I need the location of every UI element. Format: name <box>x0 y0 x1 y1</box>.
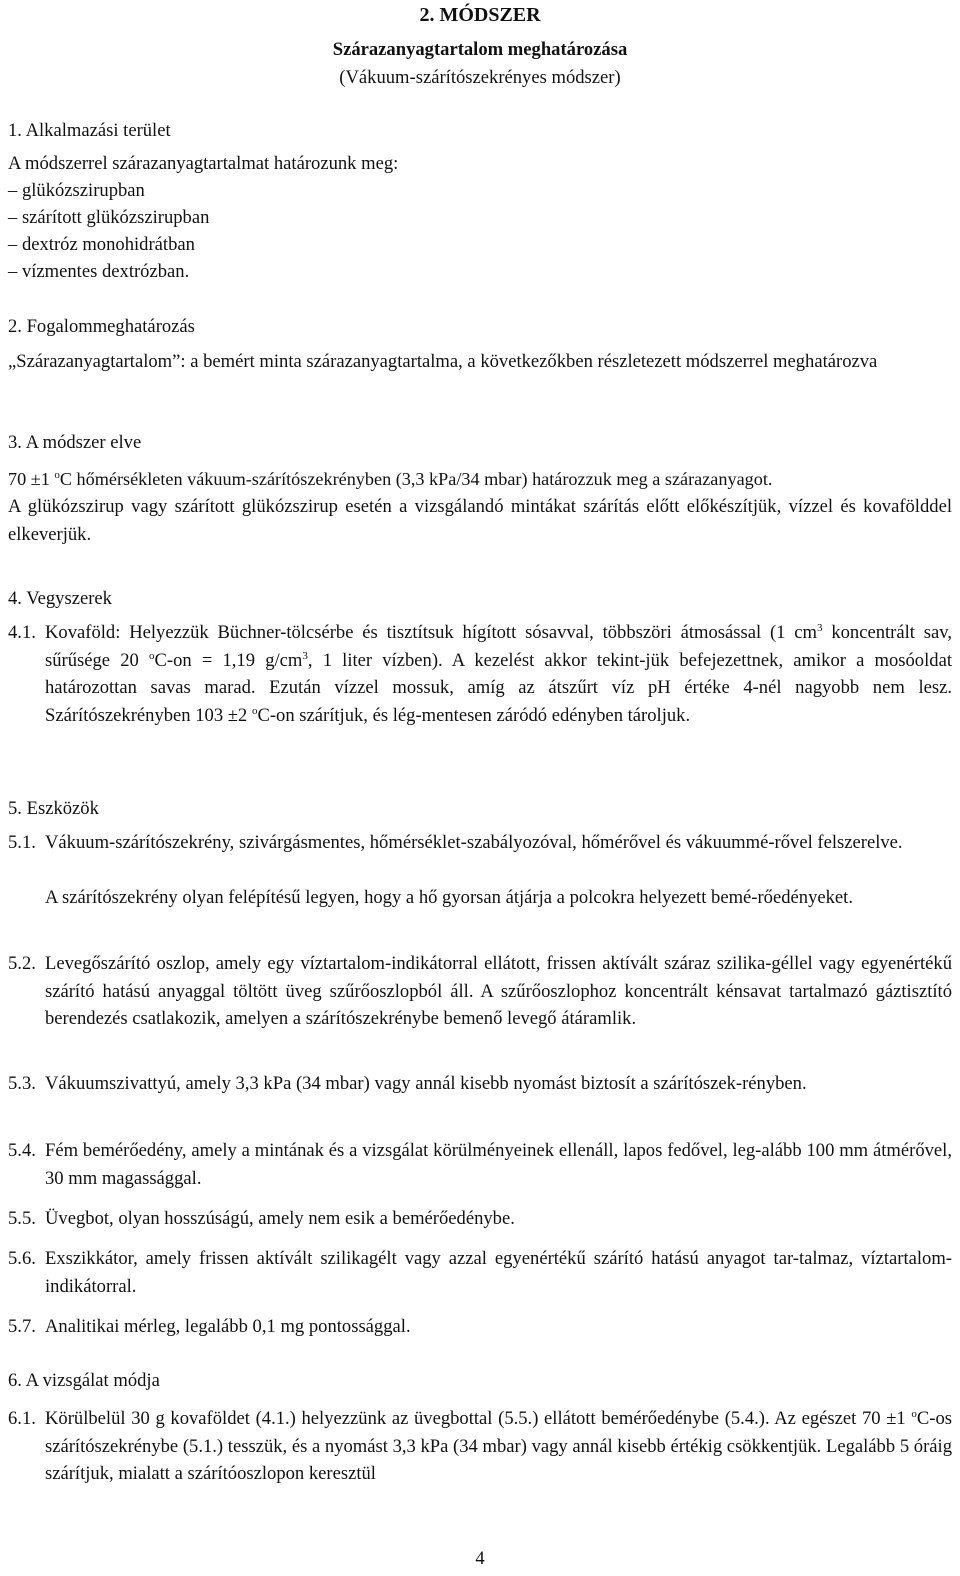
item-text: Fém bemérőedény, amely a mintának és a vizsgálat körülményeinek ellenáll, lapos fedővel, leg-alább 100 mm átmérővel, 30 mm magassággal. <box>45 1140 952 1189</box>
section-1-heading: 1. Alkalmazási terület <box>8 120 171 141</box>
section-3-heading: 3. A módszer elve <box>8 432 142 453</box>
item-text: Üvegbot, olyan hosszúságú, amely nem esik a bemérőedénybe. <box>45 1208 515 1229</box>
document-title: 2. MÓDSZER <box>419 4 541 26</box>
section-1-intro: A módszerrel szárazanyagtartalmat határozunk meg: <box>8 153 399 174</box>
list-item: – glükózszirupban <box>8 180 145 201</box>
item-text: Kovaföld: Helyezzük Büchner-tölcsérbe és tisztítsuk hígított sósavval, többszöri átmosással (1 $cm^3$ koncentrált sav, sűrűsége 20 $^o$C-on = 1,19 $g/cm^3$, 1 liter vízben). A kezelést akkor tekint-jük befejezettnek, amikor a mosóoldat határozottan savas marad. Ezután vízzel mossuk, amíg az átszűrt víz pH értéke 4-nél nagyobb nem lesz. Szárítószekrényben 103 ±2 $^o$C-on szárítjuk, és lég-mentesen záródó edényben tároljuk. <box>45 621 952 726</box>
item-number: 4.1. <box>8 622 36 643</box>
item-number: 5.2. <box>8 953 36 974</box>
section-6-heading: 6. A vizsgálat módja <box>8 1370 160 1391</box>
item-number: 5.3. <box>8 1073 36 1094</box>
item-text: Körülbelül 30 g kovaföldet (4.1.) helyezzünk az üvegbottal (5.5.) ellátott bemérőedénybe (5.4.). Az egészet 70 ±1 $^o$C-os szárítószekrénybe (5.1.) tesszük, és a nyomást 3,3 kPa (34 mbar) vagy annál kisebb értékig csökkentjük. Legalább 5 óráig szárítjuk, mialatt a szárítóoszlopon keresztül <box>45 1407 952 1484</box>
section-5-heading: 5. Eszközök <box>8 798 99 819</box>
item-text: Levegőszárító oszlop, amely egy víztartalom-indikátorral ellátott, frissen aktívált száraz szilika-géllel vagy egyenértékű szárító hatású anyaggal töltött üveg szűrőoszlopból áll. A szűrőoszlophoz koncentrált kénsavat tartalmazó gáztisztító berendezés csatlakozik, amelyen a szárítószekrénybe bemenő levegő átáramlik. <box>45 953 952 1029</box>
item-number: 5.1. <box>8 832 36 853</box>
list-item: – szárított glükózszirupban <box>8 207 210 228</box>
method-name: (Vákuum-szárítószekrényes módszer) <box>339 67 621 88</box>
item-text: Vákuumszivattyú, amely 3,3 kPa (34 mbar) vagy annál kisebb nyomást biztosít a szárítószek-rényben. <box>45 1073 807 1094</box>
section-3-principle: 70 ±1 $^o$C hőmérsékleten vákuum-szárítószekrényben (3,3 kPa/34 mbar) határozzuk meg a szárazanyagot. <box>8 468 773 489</box>
section-2-definition: „Szárazanyagtartalom”: a bemért minta szárazanyagtartalma, a következőkben részletezett módszerrel meghatározva <box>8 351 878 372</box>
item-number: 5.6. <box>8 1248 36 1269</box>
item-text: Exszikkátor, amely frissen aktívált szilikagélt vagy azzal egyenértékű szárító hatású anyagot tar-talmaz, víztartalom-indikátorral. <box>45 1248 952 1297</box>
section-4-heading: 4. Vegyszerek <box>8 588 112 609</box>
item-text: Vákuum-szárítószekrény, szivárgásmentes, hőmérséklet-szabályozóval, hőmérővel és vákuummé-rővel felszerelve. <box>45 832 903 853</box>
item-number: 5.5. <box>8 1208 36 1229</box>
item-text: A szárítószekrény olyan felépítésű legyen, hogy a hő gyorsan átjárja a polcokra helyezett bemé-rőedényeket. <box>45 887 853 908</box>
document-subtitle: Szárazanyagtartalom meghatározása <box>332 39 628 60</box>
list-item: – dextróz monohidrátban <box>8 234 195 255</box>
item-text: Analitikai mérleg, legalább 0,1 mg pontossággal. <box>45 1316 411 1337</box>
item-number: 5.4. <box>8 1140 36 1161</box>
section-2-heading: 2. Fogalommeghatározás <box>8 316 195 337</box>
item-number: 5.7. <box>8 1316 36 1337</box>
section-3-preparation: A glükózszirup vagy szárított glükózszirup esetén a vizsgálandó mintákat szárítás előtt előkészítjük, vízzel és kovafölddel elkeverjük. <box>8 496 952 545</box>
list-item: – vízmentes dextrózban. <box>8 261 190 282</box>
page-number: 4 <box>475 1548 485 1569</box>
item-number: 6.1. <box>8 1408 36 1429</box>
